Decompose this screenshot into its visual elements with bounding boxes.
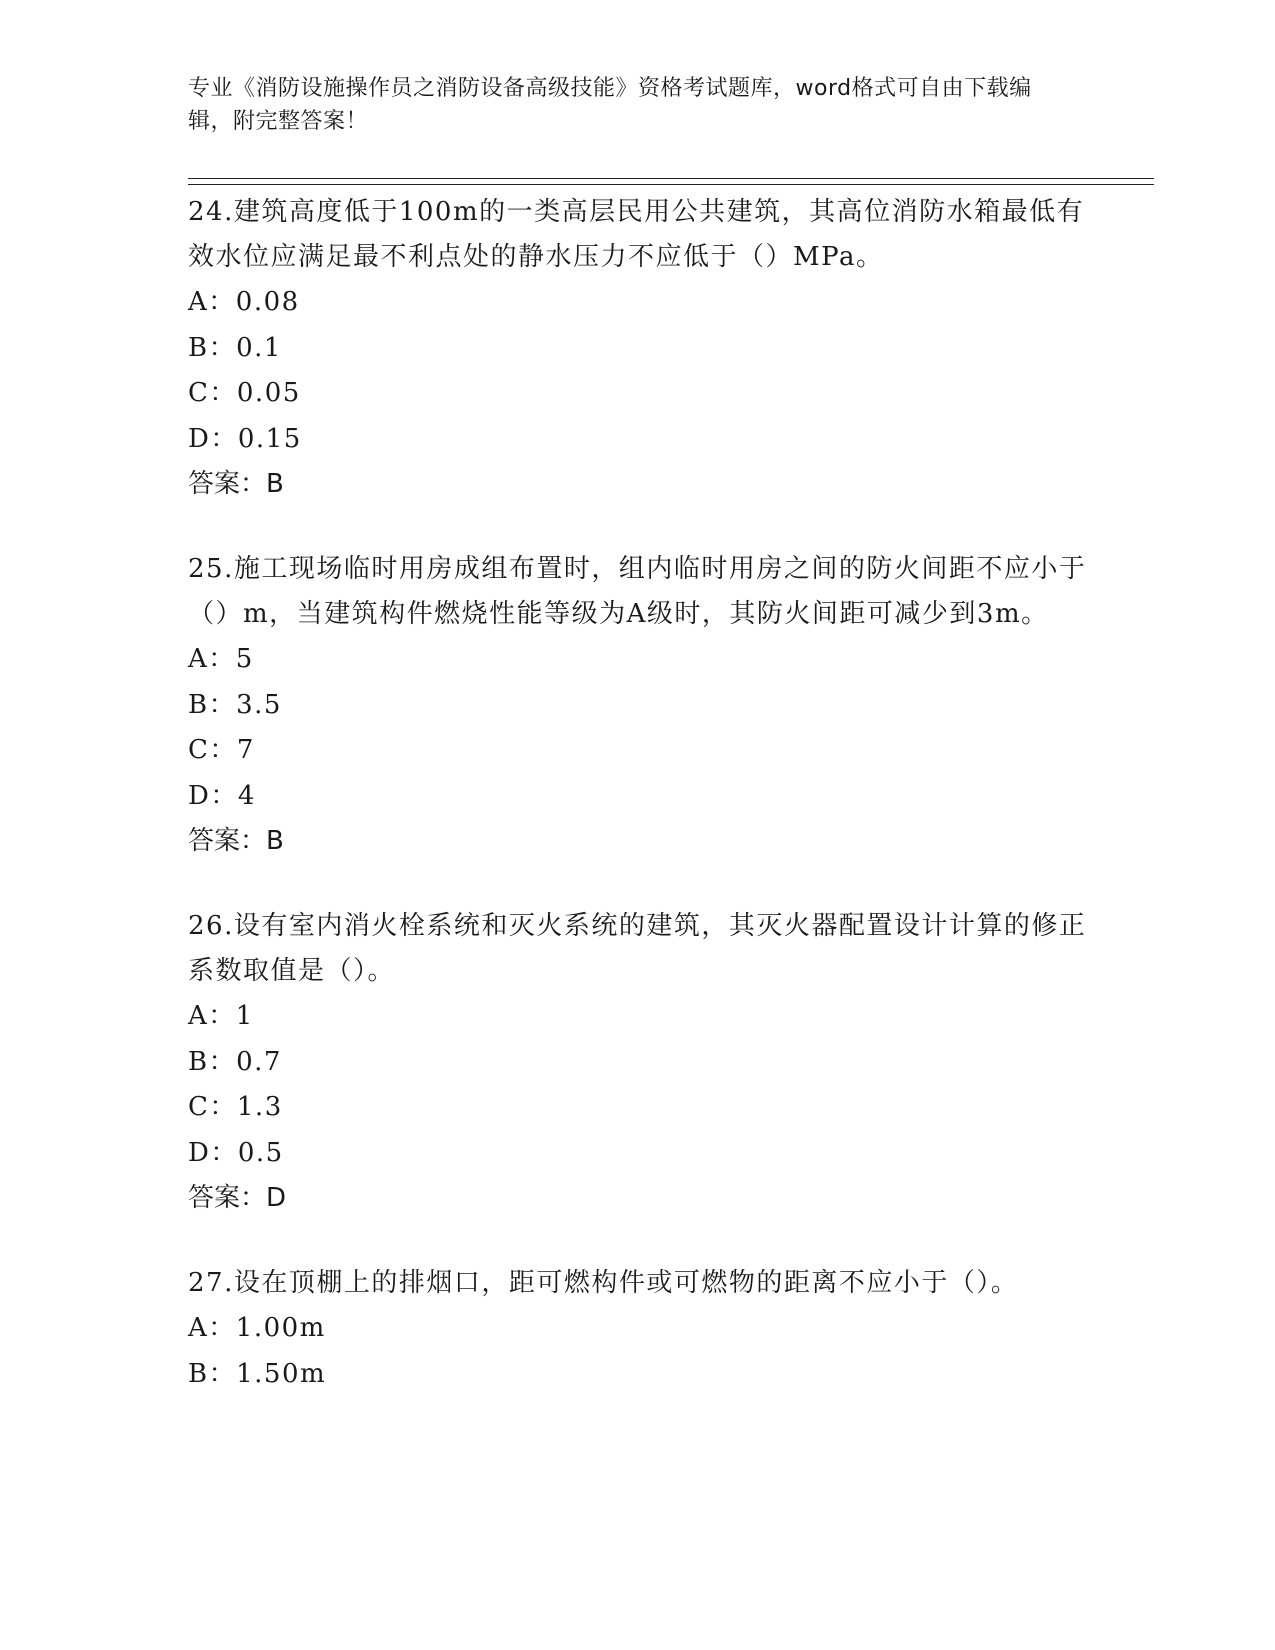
answer: 答案：B: [188, 826, 284, 856]
option-c: C：0.05: [188, 378, 301, 408]
option-d: D：4: [188, 780, 256, 811]
answer: 答案：D: [188, 1183, 287, 1213]
option-a: A：0.08: [188, 287, 300, 317]
question-text: 24.建筑高度低于100m的一类高层民用公共建筑，其高位消防水箱最低有效水位应满足最不利点处的静水压力不应低于（）MPa。: [188, 197, 1085, 272]
option-d: D：0.5: [188, 1137, 284, 1168]
question-25: [188, 547, 1088, 864]
option-b: B：0.7: [188, 1046, 282, 1077]
question-text: 25.施工现场临时用房成组布置时，组内临时用房之间的防火间距不应小于（）m，当建筑构件燃烧性能等级为A级时，其防火间距可减少到3m。: [188, 554, 1087, 629]
answer: 答案：B: [188, 469, 284, 499]
option-b: B：0.1: [188, 332, 282, 363]
option-d: D：0.15: [188, 423, 302, 454]
document-header: 专业《消防设施操作员之消防设备高级技能》资格考试题库，word格式可自由下载编辑，附完整答案！: [188, 76, 1032, 134]
option-a: A：1.00m: [188, 1313, 326, 1343]
option-c: C：7: [188, 735, 255, 765]
option-a: A：5: [188, 644, 254, 674]
option-c: C：1.3: [188, 1092, 283, 1122]
option-b: B：1.50m: [188, 1358, 327, 1389]
question-26: [188, 904, 1088, 1221]
option-b: B：3.5: [188, 689, 282, 720]
option-a: A：1: [188, 1001, 254, 1031]
question-text: 26.设有室内消火栓系统和灭火系统的建筑，其灭火器配置设计计算的修正系数取值是（）。: [188, 911, 1087, 986]
question-list: [188, 190, 1088, 1437]
question-text: 27.设在顶棚上的排烟口，距可燃构件或可燃物的距离不应小于（）。: [188, 1268, 1019, 1298]
question-24: [188, 190, 1088, 507]
header-divider: [188, 178, 1154, 185]
question-27: [188, 1261, 1088, 1397]
